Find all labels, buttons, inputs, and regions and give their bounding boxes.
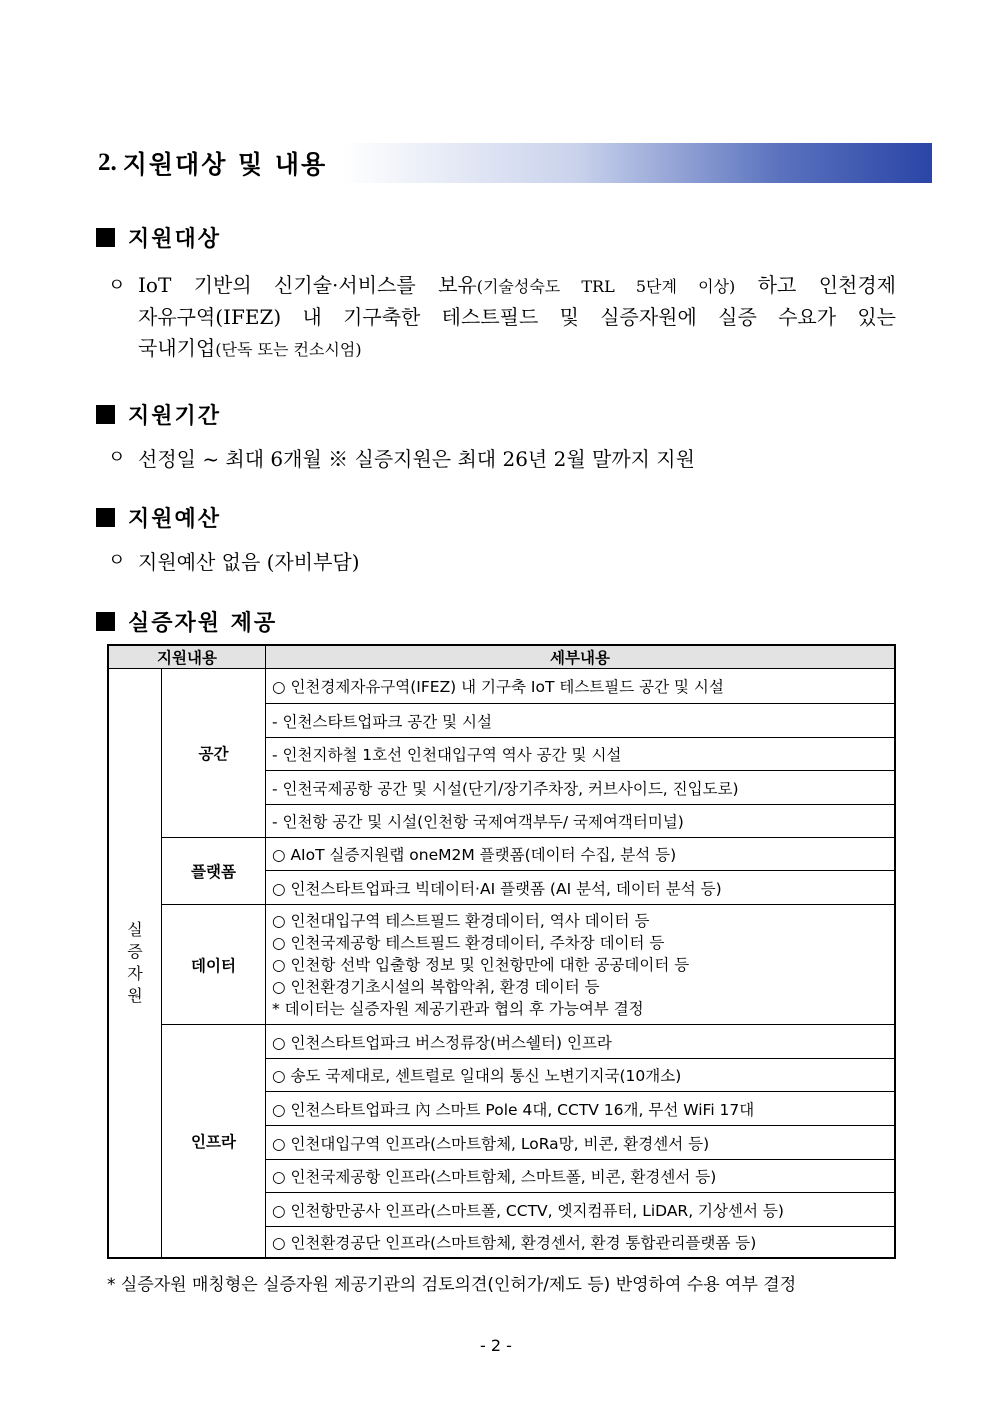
square-bullet-icon [96,228,115,247]
period-text: ㅇ 선정일 ~ 최대 6개월 ※ 실증지원은 최대 26년 2월 말까지 지원 [108,447,695,471]
list-item: ○ 인천환경기초시설의 복합악취, 환경 데이터 등 [272,977,600,996]
table-row: - 인천국제공항 공간 및 시설(단기/장기주차장, 커브사이드, 진입도로) [272,779,739,798]
table-row: ○ 인천경제자유구역(IFEZ) 내 기구축 IoT 테스트필드 공간 및 시설 [272,678,724,696]
list-item: ○ 인천항 선박 입출항 정보 및 인천항만에 대한 공공데이터 등 [272,955,690,974]
square-bullet-icon [96,508,115,527]
header-col1: 지원내용 [109,646,265,668]
group-platform: 플랫폼 [191,863,236,881]
table-row: - 인천항 공간 및 시설(인천항 국제여객부두/ 국제여객터미널) [272,813,684,831]
table-row: ○ 인천항만공사 인프라(스마트폴, CCTV, 엣지컴퓨터, LiDAR, 기상센서 등) [272,1201,784,1220]
group-data: 데이터 [191,956,236,975]
list-item: * 데이터는 실증자원 제공기관과 협의 후 가능여부 결정 [272,999,644,1018]
table-row: ○ 인천스타트업파크 빅데이터·AI 플랫폼 (AI 분석, 데이터 분석 등) [272,879,722,898]
data-list [266,905,894,1024]
table-row: ○ 인천환경공단 인프라(스마트함체, 환경센서, 환경 통합관리플랫폼 등) [272,1234,757,1252]
table-row: ○ 인천스타트업파크 버스정류장(버스쉘터) 인프라 [272,1033,612,1052]
list-item: ○ 인천대입구역 테스트필드 환경데이터, 역사 데이터 등 [272,911,650,930]
target-heading: 지원대상 [96,222,221,253]
resources-heading: 실증자원 제공 [96,606,277,637]
circle-bullet: ㅇ [108,275,126,296]
square-bullet-icon [96,405,115,424]
section-banner [90,143,932,183]
period-heading: 지원기간 [96,399,221,430]
square-bullet-icon [96,612,115,631]
budget-text: ㅇ 지원예산 없음 (자비부담) [108,550,360,574]
list-item: ○ 인천국제공항 테스트필드 환경데이터, 주차장 데이터 등 [272,933,665,952]
header-col2: 세부내용 [266,646,894,668]
page-number: - 2 - [480,1336,512,1355]
section-number: 2. [98,149,117,176]
target-paragraph: ㅇ IoT 기반의 신기술·서비스를 보유(기술성숙도 TRL 5단계 이상) 하고 인천경제 자유구역(IFEZ) 내 기구축한 테스트필드 및 실증자원에 실증 수요가 있는 국내기업(단독 또는 컨소시엄) [108,270,896,365]
budget-heading: 지원예산 [96,502,221,533]
table-row: ○ 송도 국제대로, 센트럴로 일대의 통신 노변기지국(10개소) [272,1067,682,1085]
group-infra: 인프라 [191,1133,236,1151]
table-row: ○ AIoT 실증지원랩 oneM2M 플랫폼(데이터 수집, 분석 등) [272,846,677,864]
table-row: ○ 인천스타트업파크 內 스마트 Pole 4대, CCTV 16개, 무선 WiFi 17대 [272,1100,755,1119]
table-row: - 인천지하철 1호선 인천대입구역 역사 공간 및 시설 [272,746,622,764]
category-label: 실 증 자 원 [127,920,143,1005]
table-row: ○ 인천대입구역 인프라(스마트함체, LoRa망, 비콘, 환경센서 등) [272,1134,710,1153]
resources-table [107,644,896,1259]
group-space: 공간 [198,745,229,763]
footnote: * 실증자원 매칭형은 실증자원 제공기관의 검토의견(인허가/제도 등) 반영하여 수용 여부 결정 [107,1275,797,1295]
section-title: 지원대상 및 내용 [122,150,328,179]
table-row: - 인천스타트업파크 공간 및 시설 [272,712,492,731]
table-row: ○ 인천국제공항 인프라(스마트함체, 스마트폴, 비콘, 환경센서 등) [272,1168,717,1186]
